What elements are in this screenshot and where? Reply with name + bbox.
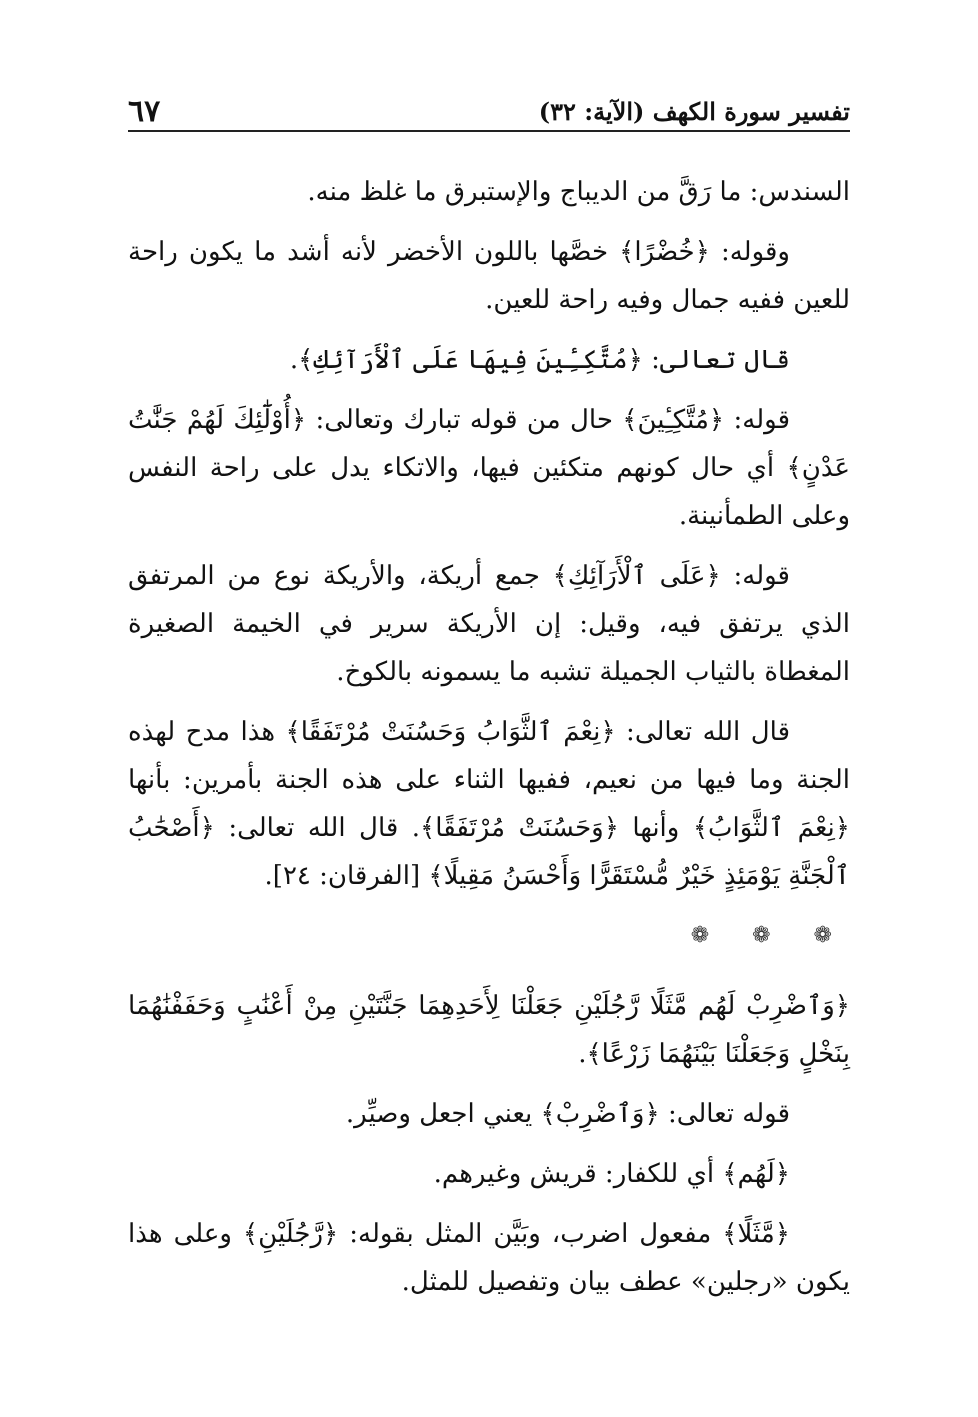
paragraph-verse-wadrib: ﴿وَٱضْرِبْ لَهُم مَّثَلًا رَّجُلَيْنِ جَعَلْنَا لِأَحَدِهِمَا جَنَّتَيْنِ مِنْ أَعْنَٰبٍ وَحَفَفْنَٰهُمَا بِنَخْلٍ وَجَعَلْنَا بَيْنَهُمَا زَرْعًا﴾. [128, 991, 850, 1069]
paragraph-nima-thawab: قال الله تعالى: ﴿نِعْمَ ٱلثَّوَابُ وَحَسُنَتْ مُرْتَفَقًا﴾ هذا مدح لهذه الجنة وما فيها من نعيم، ففيها الثناء على هذه الجنة بأمرين: بأنها ﴿نِعْمَ ٱلثَّوَابُ﴾ وأنها ﴿وَحَسُنَتْ مُرْتَفَقًا﴾. قال الله تعالى: ﴿أَصْحَٰبُ ٱلْجَنَّةِ يَوْمَئِذٍ خَيْرٌ مُّسْتَقَرًّا وَأَحْسَنُ مَقِيلًا﴾ [الفرقان: ٢٤]. [128, 717, 850, 891]
paragraph-lahum: ﴿لَهُم﴾ أي للكفار: قريش وغيرهم. [433, 1159, 790, 1189]
body-text [128, 168, 850, 1318]
paragraph-wadrib: قوله تعالى: ﴿وَٱضْرِبْ﴾ يعني اجعل وصيِّر. [345, 1099, 790, 1129]
page-number: ٦٧ [128, 94, 161, 129]
section-divider: ❁ ❁ ❁ [690, 923, 850, 948]
paragraph-khudran: وقوله: ﴿خُضْرًا﴾ خصَّها باللون الأخضر لأنه أشد ما يكون راحة للعين ففيه جمال وفيه راحة للعين. [128, 237, 850, 315]
paragraph-sundus: السندس: ما رَقَّ من الديباج والإستبرق ما غلظ منه. [307, 177, 850, 207]
header-rule [128, 130, 850, 132]
paragraph-muttakiin: قوله: ﴿مُتَّكِـِٔينَ﴾ حال من قوله تبارك وتعالى: ﴿أُوْلَٰٓئِكَ لَهُمْ جَنَّٰتُ عَدْنٍ﴾ أي حال كونهم متكئين فيها، والاتكاء يدل على راحة النفس وعلى الطمأنينة. [128, 405, 850, 531]
running-header [128, 92, 850, 132]
paragraph-mathalan: ﴿مَّثَلًا﴾ مفعول اضرب، وبَيَّن المثل بقوله: ﴿رَّجُلَيْنِ﴾ وعلى هذا يكون «رجلين» عطف بيان وتفصيل للمثل. [128, 1219, 850, 1297]
paragraph-araik: قوله: ﴿عَلَى ٱلْأَرَآئِكِ﴾ جمع أريكة، والأريكة نوع من المرتفق الذي يرتفق فيه، وقيل: إن الأريكة سرير في الخيمة الصغيرة المغطاة بالثياب الجميلة تشبه ما يسمونه بالكوخ. [128, 561, 850, 687]
paragraph-verse-muttakiin: قال تعالى: ﴿مُتَّكِـِٔينَ فِيهَا عَلَى ٱلْأَرَآئِكِ﴾. [289, 345, 790, 375]
running-title: تفسير سورة الكهف (الآية: ٣٢) [538, 97, 850, 126]
